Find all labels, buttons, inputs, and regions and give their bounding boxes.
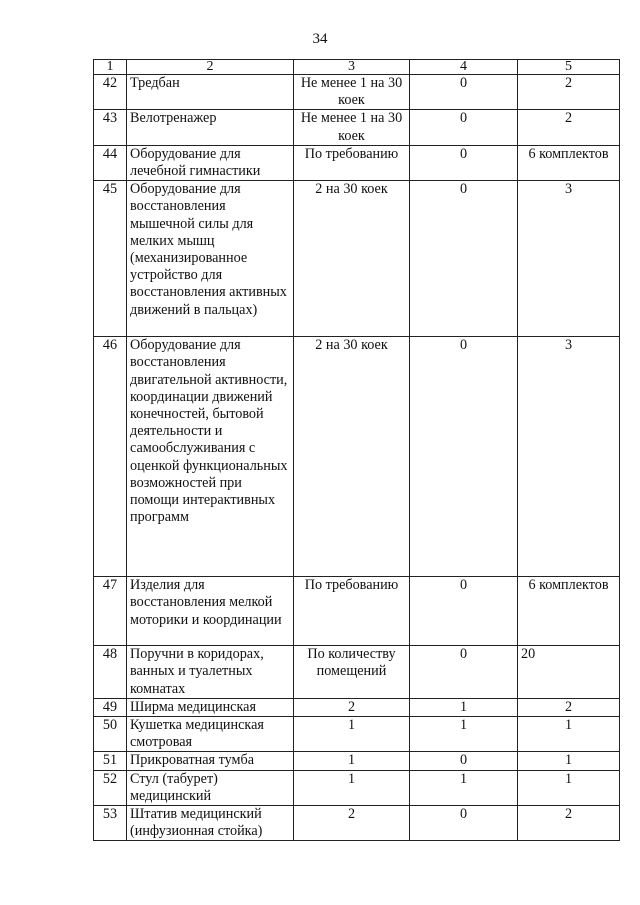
header-col-5: 5 [518,60,620,75]
row-norm: Не менее 1 на 30 коек [294,110,410,145]
row-col-5: 6 комплектов [518,145,620,180]
row-name: Велотренажер [127,110,294,145]
row-number: 42 [94,75,127,110]
row-number: 45 [94,181,127,337]
table-row [94,577,620,646]
table-row [94,806,620,841]
table-row [94,646,620,699]
table-header-row [94,60,620,75]
row-norm: 1 [294,717,410,752]
row-norm: По количеству помещений [294,646,410,699]
row-col-5: 2 [518,110,620,145]
table-row [94,110,620,145]
row-col-4: 0 [410,181,518,337]
row-name: Тредбан [127,75,294,110]
table-row [94,181,620,337]
row-col-4: 1 [410,698,518,716]
equipment-table [93,59,620,841]
row-col-5: 3 [518,337,620,577]
row-name: Поручни в коридорах, ванных и туалетных комнатах [127,646,294,699]
row-col-5: 2 [518,698,620,716]
row-number: 48 [94,646,127,699]
row-name: Оборудование для восстановления мышечной силы для мелких мышц (механизированное устройство для восстановления активных движений в пальцах) [127,181,294,337]
row-col-4: 0 [410,577,518,646]
page-number: 34 [312,31,328,47]
row-col-4: 0 [410,145,518,180]
row-col-4: 0 [410,110,518,145]
row-name: Ширма медицинская [127,698,294,716]
row-norm: 2 на 30 коек [294,181,410,337]
row-norm: По требованию [294,577,410,646]
row-number: 49 [94,698,127,716]
row-col-4: 1 [410,770,518,805]
row-name: Оборудование для лечебной гимнастики [127,145,294,180]
row-col-5: 1 [518,717,620,752]
row-number: 53 [94,806,127,841]
header-col-1: 1 [94,60,127,75]
row-col-5: 1 [518,770,620,805]
row-norm: 2 [294,806,410,841]
row-col-5: 6 комплектов [518,577,620,646]
table-row [94,337,620,577]
row-number: 43 [94,110,127,145]
row-name: Изделия для восстановления мелкой моторики и координации [127,577,294,646]
row-col-4: 1 [410,717,518,752]
header-col-2: 2 [127,60,294,75]
row-col-5: 2 [518,806,620,841]
row-col-5: 3 [518,181,620,337]
row-number: 46 [94,337,127,577]
row-name: Прикроватная тумба [127,752,294,770]
row-number: 44 [94,145,127,180]
row-norm: 1 [294,752,410,770]
table-row [94,770,620,805]
row-name: Стул (табурет) медицинский [127,770,294,805]
row-col-5: 2 [518,75,620,110]
row-name: Штатив медицинский (инфузионная стойка) [127,806,294,841]
header-col-4: 4 [410,60,518,75]
table-row [94,717,620,752]
row-number: 52 [94,770,127,805]
row-norm: 2 на 30 коек [294,337,410,577]
row-name: Кушетка медицинская смотровая [127,717,294,752]
table-row [94,145,620,180]
row-col-4: 0 [410,752,518,770]
row-number: 47 [94,577,127,646]
row-number: 50 [94,717,127,752]
row-norm: По требованию [294,145,410,180]
row-col-4: 0 [410,337,518,577]
row-col-5: 1 [518,752,620,770]
header-col-3: 3 [294,60,410,75]
table-row [94,698,620,716]
row-norm: 2 [294,698,410,716]
row-norm: Не менее 1 на 30 коек [294,75,410,110]
row-col-5: 20 [518,646,620,699]
table-row [94,752,620,770]
row-norm: 1 [294,770,410,805]
row-col-4: 0 [410,75,518,110]
table-row [94,75,620,110]
row-number: 51 [94,752,127,770]
row-col-4: 0 [410,806,518,841]
row-col-4: 0 [410,646,518,699]
row-name: Оборудование для восстановления двигательной активности, координации движений конечностей, бытовой деятельности и самообслуживания с оценкой функциональных возможностей при помощи интерактивных программ [127,337,294,577]
